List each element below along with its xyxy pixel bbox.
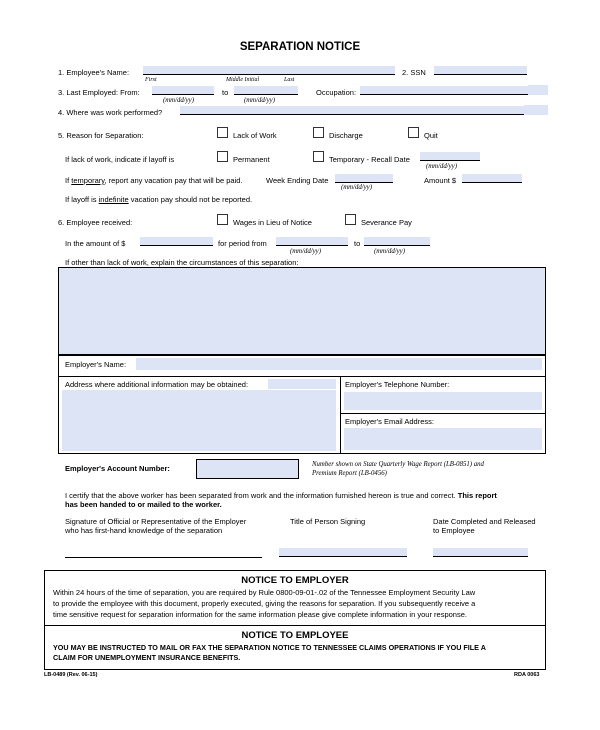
account-number-label: Employer's Account Number: [65, 464, 170, 473]
employer-name-field[interactable] [136, 358, 542, 370]
phone-label: Employer's Telephone Number: [345, 380, 450, 389]
ssn-field[interactable] [434, 66, 527, 75]
reason-label: 5. Reason for Separation: [58, 131, 144, 140]
lack-of-work-label: Lack of Work [233, 131, 277, 140]
recall-date-hint: (mm/dd/yy) [426, 163, 457, 170]
address-field-line1[interactable] [268, 379, 336, 389]
signature-label-1: Signature of Official or Representative of the Employer [65, 517, 247, 526]
form-title: SEPARATION NOTICE [239, 41, 361, 53]
temporary-checkbox[interactable] [313, 151, 324, 162]
occupation-label: Occupation: [316, 88, 357, 97]
date-completed-label-1: Date Completed and Released [433, 517, 536, 526]
address-field[interactable] [62, 390, 336, 451]
discharge-label: Discharge [329, 131, 363, 140]
ssn-label: 2. SSN [402, 68, 426, 77]
wages-in-lieu-label: Wages in Lieu of Notice [233, 218, 312, 227]
notice-employee-heading: NOTICE TO EMPLOYEE [241, 630, 349, 641]
footer-rda-number: RDA 0063 [514, 672, 540, 678]
title-signing-label: Title of Person Signing [290, 517, 366, 526]
severance-checkbox[interactable] [345, 214, 356, 225]
severance-label: Severance Pay [361, 218, 412, 227]
email-label: Employer's Email Address: [345, 417, 434, 426]
employer-box-vertical-divider [340, 376, 341, 454]
notices-divider [44, 625, 546, 626]
address-label: Address where additional information may be obtained: [65, 380, 249, 389]
period-from-label: for period from [218, 239, 267, 248]
certify-line1: I certify that the above worker has been separated from work and the information furnished hereon is true and correct. This report [65, 491, 497, 500]
week-ending-hint: (mm/dd/yy) [341, 184, 372, 191]
period-to-field[interactable] [364, 237, 430, 246]
certify-line2: has been handed to or mailed to the worker. [65, 500, 222, 509]
quit-checkbox[interactable] [408, 127, 419, 138]
employer-name-label: Employer's Name: [65, 360, 127, 369]
phone-email-divider [340, 413, 546, 414]
employee-received-label: 6. Employee received: [58, 218, 133, 227]
recall-date-field[interactable] [420, 152, 480, 161]
occupation-field-extension[interactable] [528, 85, 548, 95]
employee-name-label: 1. Employee's Name: [58, 68, 130, 77]
period-from-hint: (mm/dd/yy) [290, 248, 321, 255]
signature-label-2: who has first-hand knowledge of the separation [65, 526, 223, 535]
signature-line[interactable] [65, 557, 262, 558]
wages-in-lieu-checkbox[interactable] [217, 214, 228, 225]
first-name-hint: First [145, 77, 157, 83]
notice-employee-line2: CLAIM FOR UNEMPLOYMENT INSURANCE BENEFITS. [53, 653, 241, 662]
date-completed-field[interactable] [433, 548, 528, 557]
notice-employer-line1: Within 24 hours of the time of separation, you are required by Rule 0800-09-01-.02 of the Tennessee Employment Security Law [53, 588, 476, 597]
quit-label: Quit [424, 131, 438, 140]
permanent-label: Permanent [233, 155, 270, 164]
indefinite-text: If layoff is indefinite vacation pay should not be reported. [65, 195, 253, 204]
last-name-hint: Last [284, 77, 295, 83]
where-performed-field-extension[interactable] [524, 105, 548, 115]
last-employed-label: 3. Last Employed: From: [58, 88, 140, 97]
to-date-hint: (mm/dd/yy) [244, 97, 275, 104]
middle-initial-hint: Middle Initial [226, 77, 260, 83]
email-field[interactable] [344, 428, 542, 450]
employee-name-field[interactable] [143, 66, 395, 75]
title-signing-field[interactable] [279, 548, 407, 557]
last-employed-to-field[interactable] [234, 86, 298, 95]
notice-employee-line1: YOU MAY BE INSTRUCTED TO MAIL OR FAX THE SEPARATION NOTICE TO TENNESSEE CLAIMS OPERATIONS IF YOU FILE A [53, 643, 486, 652]
employer-box-divider [58, 376, 546, 377]
account-note-line2: Premium Report (LB-0456) [312, 470, 387, 477]
date-completed-label-2: to Employee [433, 526, 475, 535]
from-date-hint: (mm/dd/yy) [163, 97, 194, 104]
last-employed-from-field[interactable] [152, 86, 214, 95]
circumstances-textarea[interactable] [58, 267, 546, 355]
account-note-line1: Number shown on State Quarterly Wage Report (LB-0851) and [312, 461, 484, 468]
where-performed-label: 4. Where was work performed? [58, 108, 163, 117]
phone-field[interactable] [344, 392, 542, 410]
permanent-checkbox[interactable] [217, 151, 228, 162]
notice-employer-line3: time sensitive request for separation information for the same information please give complete information in your response. [53, 610, 467, 619]
temporary-label: Temporary - Recall Date [329, 155, 410, 164]
received-amount-field[interactable] [140, 237, 213, 246]
lack-of-work-checkbox[interactable] [217, 127, 228, 138]
to-label: to [222, 88, 229, 97]
vacation-text: If temporary, report any vacation pay that will be paid. [65, 176, 243, 185]
other-circumstances-label: If other than lack of work, explain the circumstances of this separation: [65, 258, 299, 267]
period-to-label: to [354, 239, 361, 248]
where-performed-field[interactable] [180, 106, 524, 115]
in-amount-label: In the amount of $ [65, 239, 126, 248]
footer-form-number: LB-0489 (Rev. 06-15) [44, 672, 98, 678]
account-number-field[interactable] [196, 459, 299, 479]
period-from-field[interactable] [276, 237, 348, 246]
amount-label: Amount $ [424, 176, 457, 185]
discharge-checkbox[interactable] [313, 127, 324, 138]
period-to-hint: (mm/dd/yy) [374, 248, 405, 255]
notice-employer-heading: NOTICE TO EMPLOYER [241, 575, 349, 586]
week-ending-field[interactable] [335, 174, 393, 183]
occupation-field[interactable] [360, 86, 528, 95]
layoff-label: If lack of work, indicate if layoff is [65, 155, 175, 164]
vacation-amount-field[interactable] [462, 174, 522, 183]
notice-employer-line2: to provide the employee with this document, properly executed, giving the reasons for separation. If you subsequently receive a [53, 599, 476, 608]
week-ending-label: Week Ending Date [266, 176, 329, 185]
